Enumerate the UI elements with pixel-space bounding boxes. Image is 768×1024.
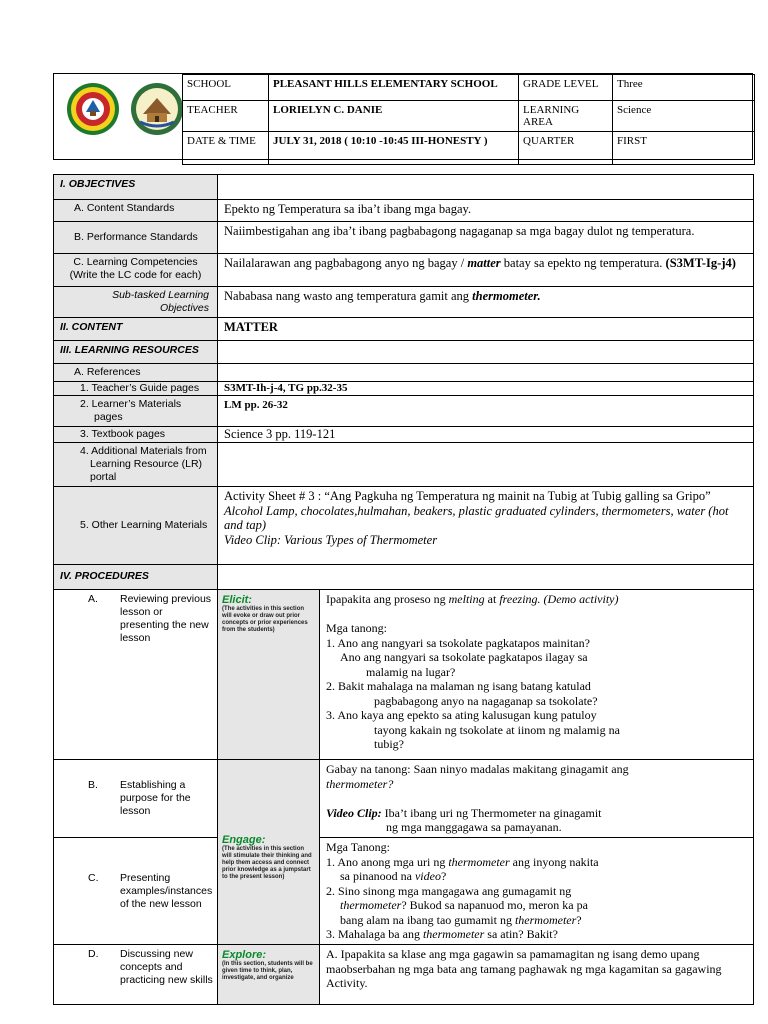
additional-sublabel-1: Learning Resource (LR) bbox=[90, 458, 203, 470]
content-heading: II. CONTENT bbox=[60, 321, 123, 333]
procedure-a-label: A. Reviewing previous lesson or presenting the new lesson bbox=[88, 593, 212, 644]
objectives-heading: I. OBJECTIVES bbox=[54, 175, 218, 200]
grade-value: Three bbox=[613, 75, 755, 101]
lm-sublabel: pages bbox=[94, 411, 123, 423]
subtask-text: Nababasa nang wasto ang temperatura gamit ang thermometer. bbox=[224, 289, 541, 303]
content-value: MATTER bbox=[224, 320, 278, 334]
procedure-b-label: B. Establishing a purpose for the lesson bbox=[88, 779, 191, 817]
procedure-d-text: A. Ipapakita sa klase ang mga gagawin sa pamamagitan ng isang demo upang maobserbahan ng mga bata ang tamang paghawak ng mga kagamitan sa gagawing Activity. bbox=[326, 947, 722, 990]
procedure-c-text: Mga Tanong: 1. Ano anong mga uri ng thermometer ang inyong nakita sa pinanood na video? 2. Sino sinong mga mangagawa ang gumagamit ng thermometer? Bukod sa napanuod mo, meron ka pa bang alam na ibang tao gumamit ng thermometer? 3. Mahalaga ba ang thermometer sa atin? Bakit? bbox=[326, 840, 599, 941]
materials-list-text: Alcohol Lamp, chocolates,hulmahan, beakers, plastic graduated cylinders, thermometers, water (hot and tap) bbox=[224, 503, 729, 532]
grade-label: GRADE LEVEL bbox=[519, 75, 613, 101]
deped-seal-icon bbox=[66, 82, 120, 136]
school-seal-icon bbox=[130, 82, 184, 136]
lm-value: LM pp. 26-32 bbox=[224, 399, 288, 411]
activity-sheet-text: Activity Sheet # 3 : “Ang Pagkuha ng Temperatura ng mainit na Tubig at Tubig galling sa Gripo” bbox=[224, 489, 711, 503]
lesson-plan-table bbox=[53, 174, 754, 1005]
procedure-b-text: Gabay na tanong: Saan ninyo madalas makitang ginagamit ang thermometer? Video Clip: Iba’t ibang uri ng Thermometer na ginagamit ng mga manggagawa sa pamayanan. bbox=[326, 762, 629, 834]
textbook-value: Science 3 pp. 119-121 bbox=[224, 427, 336, 441]
content-standards-label: A. Content Standards bbox=[74, 202, 175, 214]
procedure-c-label: C. Presenting examples/instances of the new lesson bbox=[88, 871, 213, 910]
performance-standards-text: Naiimbestigahan ang iba’t ibang pagbabagong nagaganap sa mga bagay dulot ng temperatura. bbox=[224, 224, 695, 238]
procedure-a-text: Ipapakita ang proseso ng melting at freezing. (Demo activity) Mga tanong: 1. Ano ang nangyari sa tsokolate pagkatapos mainitan? Ano ang nangyari sa tsokolate pagkatapos ilagay sa malamig na lugar? 2. Bakit mahalaga na malaman ng isang batang katulad pagbabagong anyo na nagaganap sa tsokolate? 3. Ano kaya ang epekto sa ating kalusugan kung patuloy tayong kakain ng tsokolate at iinom ng malamig na tubig? bbox=[326, 592, 620, 751]
video-clip-text: Video Clip: Various Types of Thermometer bbox=[224, 532, 438, 547]
competencies-sublabel: (Write the LC code for each) bbox=[69, 269, 202, 281]
lm-label: 2. Learner’s Materials bbox=[80, 398, 182, 410]
quarter-label: QUARTER bbox=[519, 132, 613, 165]
performance-standards-label: B. Performance Standards bbox=[74, 231, 198, 243]
explore-description: (In this section, students will be given time to think, plan, investigate, and organize bbox=[222, 961, 313, 981]
header-info-table bbox=[182, 74, 755, 165]
competencies-label: C. Learning Competencies bbox=[73, 256, 198, 268]
procedure-d-label: D. Discussing new concepts and practicing new skills bbox=[88, 948, 213, 986]
textbook-label: 3. Textbook pages bbox=[80, 428, 166, 440]
references-label: A. References bbox=[74, 366, 141, 378]
competencies-text: Nailalarawan ang pagbabagong anyo ng bagay / matter batay sa epekto ng temperatura. (S3MT-Ig-j4) bbox=[224, 256, 736, 270]
additional-label: 4. Additional Materials from bbox=[80, 445, 207, 457]
elicit-heading: Elicit: bbox=[222, 594, 252, 606]
header-box bbox=[53, 73, 753, 160]
elicit-description: (The activities in this section will evoke or draw out prior concepts or prior experiences from the students) bbox=[222, 606, 308, 633]
procedures-heading: IV. PROCEDURES bbox=[60, 570, 149, 582]
subtask-sublabel: Objectives bbox=[159, 302, 209, 314]
additional-sublabel-2: portal bbox=[90, 471, 117, 483]
explore-heading: Explore: bbox=[222, 949, 267, 961]
school-label: SCHOOL bbox=[183, 75, 269, 101]
tg-label: 1. Teacher’s Guide pages bbox=[80, 382, 200, 394]
subtask-label: Sub-tasked Learning bbox=[112, 289, 209, 301]
resources-heading: III. LEARNING RESOURCES bbox=[60, 344, 199, 356]
content-standards-text: Epekto ng Temperatura sa iba’t ibang mga bagay. bbox=[224, 202, 472, 216]
engage-heading: Engage: bbox=[222, 833, 266, 846]
area-value: Science bbox=[613, 101, 755, 132]
tg-value: S3MT-Ih-j-4, TG pp.32-35 bbox=[224, 382, 348, 394]
date-value: JULY 31, 2018 ( 10:10 -10:45 III-HONESTY ) bbox=[269, 132, 519, 165]
teacher-name: LORIELYN C. DANIE bbox=[269, 101, 519, 132]
date-label: DATE & TIME bbox=[183, 132, 269, 165]
area-label: LEARNING AREA bbox=[519, 101, 613, 132]
teacher-label: TEACHER bbox=[183, 101, 269, 132]
school-name: PLEASANT HILLS ELEMENTARY SCHOOL bbox=[269, 75, 519, 101]
other-materials-label: 5. Other Learning Materials bbox=[80, 519, 208, 531]
engage-description: (The activities in this section will stimulate their thinking and help them access and connect prior knowledge as a jumpstart to the present lesson) bbox=[222, 845, 312, 880]
quarter-value: FIRST bbox=[613, 132, 755, 165]
